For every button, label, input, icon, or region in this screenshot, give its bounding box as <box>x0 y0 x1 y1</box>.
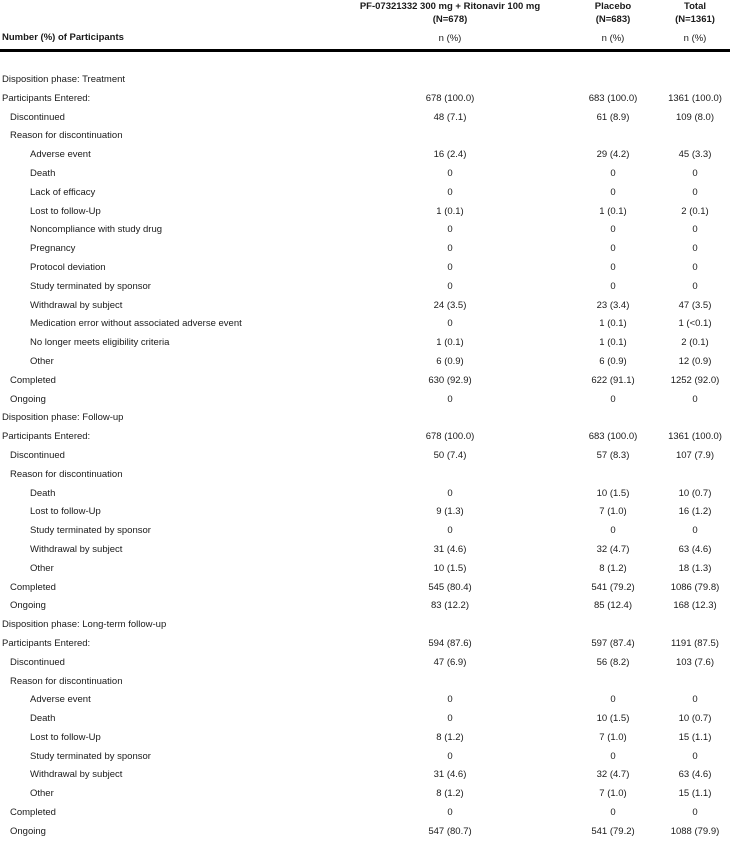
table-row <box>0 579 730 598</box>
header-col-total-name: Total <box>684 1 706 12</box>
table-row <box>0 203 730 222</box>
placebo-value: 1 (0.1) <box>599 318 627 330</box>
placebo-value: 0 <box>610 807 616 819</box>
table-row <box>0 503 730 522</box>
treatment-value: 0 <box>447 280 453 292</box>
placebo-value: 1 (0.1) <box>599 205 627 217</box>
placebo-value: 0 <box>610 750 616 762</box>
row-label: Other <box>30 355 54 367</box>
placebo-value: 85 (12.4) <box>593 600 633 612</box>
table-row <box>0 654 730 673</box>
table-row <box>0 259 730 278</box>
table-header <box>0 0 730 52</box>
row-label: Lost to follow-Up <box>30 506 101 518</box>
placebo-value: 0 <box>610 167 616 179</box>
row-label: Disposition phase: Long-term follow-up <box>2 619 167 631</box>
placebo-value: 0 <box>610 525 616 537</box>
row-label: Other <box>30 562 54 574</box>
row-label: Withdrawal by subject <box>30 543 123 555</box>
header-col-treatment-npct: n (%) <box>438 33 462 44</box>
total-value: 109 (8.0) <box>675 111 715 123</box>
placebo-value: 597 (87.4) <box>591 637 635 649</box>
placebo-value: 0 <box>610 243 616 255</box>
total-value: 0 <box>692 750 698 762</box>
treatment-value: 0 <box>447 807 453 819</box>
table-row <box>0 315 730 334</box>
row-label: Noncompliance with study drug <box>30 224 163 236</box>
table-row <box>0 729 730 748</box>
table-row <box>0 353 730 372</box>
treatment-value: 678 (100.0) <box>425 92 475 104</box>
total-value: 0 <box>692 694 698 706</box>
table-row <box>0 90 730 109</box>
row-label: Completed <box>10 581 56 593</box>
row-label: Discontinued <box>10 111 65 123</box>
placebo-value: 622 (91.1) <box>591 374 635 386</box>
table-row <box>0 409 730 428</box>
placebo-value: 7 (1.0) <box>599 731 627 743</box>
treatment-value: 0 <box>447 261 453 273</box>
placebo-value: 541 (79.2) <box>591 825 635 837</box>
placebo-value: 23 (3.4) <box>596 299 630 311</box>
treatment-value: 0 <box>447 750 453 762</box>
treatment-value: 24 (3.5) <box>433 299 467 311</box>
total-value: 1086 (79.8) <box>670 581 720 593</box>
table-row <box>0 635 730 654</box>
row-label: Other <box>30 788 54 800</box>
table-row <box>0 447 730 466</box>
total-value: 0 <box>692 261 698 273</box>
row-label: Participants Entered: <box>2 637 91 649</box>
treatment-value: 16 (2.4) <box>433 149 467 161</box>
header-col-treatment-n: (N=678) <box>432 14 468 25</box>
table-row <box>0 597 730 616</box>
placebo-value: 0 <box>610 393 616 405</box>
table-row <box>0 616 730 635</box>
placebo-value: 10 (1.5) <box>596 713 630 725</box>
total-value: 103 (7.6) <box>675 656 715 668</box>
placebo-value: 7 (1.0) <box>599 788 627 800</box>
treatment-value: 0 <box>447 694 453 706</box>
row-label: Discontinued <box>10 656 65 668</box>
row-label: Ongoing <box>10 825 46 837</box>
table-row <box>0 184 730 203</box>
total-value: 0 <box>692 167 698 179</box>
total-value: 47 (3.5) <box>678 299 712 311</box>
treatment-value: 678 (100.0) <box>425 431 475 443</box>
treatment-value: 0 <box>447 713 453 725</box>
treatment-value: 6 (0.9) <box>436 355 464 367</box>
total-value: 168 (12.3) <box>673 600 717 612</box>
total-value: 10 (0.7) <box>678 713 712 725</box>
total-value: 1252 (92.0) <box>670 374 720 386</box>
table-row <box>0 823 730 842</box>
row-label: Withdrawal by subject <box>30 769 123 781</box>
total-value: 2 (0.1) <box>681 205 709 217</box>
treatment-value: 31 (4.6) <box>433 769 467 781</box>
table-row <box>0 127 730 146</box>
row-label: Death <box>30 487 56 499</box>
table-row <box>0 673 730 692</box>
header-col-placebo-npct: n (%) <box>601 33 625 44</box>
table-row <box>0 560 730 579</box>
placebo-value: 57 (8.3) <box>596 449 630 461</box>
placebo-value: 6 (0.9) <box>599 355 627 367</box>
total-value: 0 <box>692 243 698 255</box>
table-row <box>0 221 730 240</box>
total-value: 1191 (87.5) <box>671 637 719 649</box>
row-label: Adverse event <box>30 694 91 706</box>
header-divider <box>0 49 730 52</box>
row-label: Participants Entered: <box>2 92 91 104</box>
row-label: Death <box>30 713 56 725</box>
treatment-value: 10 (1.5) <box>433 562 467 574</box>
treatment-value: 47 (6.9) <box>433 656 467 668</box>
treatment-value: 1 (0.1) <box>436 205 464 217</box>
total-value: 16 (1.2) <box>678 506 712 518</box>
row-label: Reason for discontinuation <box>10 130 123 142</box>
table-row <box>0 466 730 485</box>
treatment-value: 31 (4.6) <box>433 543 467 555</box>
row-label: Study terminated by sponsor <box>30 525 151 537</box>
header-col-treatment-name: PF-07321332 300 mg + Ritonavir 100 mg <box>359 1 541 12</box>
placebo-value: 56 (8.2) <box>596 656 630 668</box>
placebo-value: 10 (1.5) <box>596 487 630 499</box>
treatment-value: 0 <box>447 525 453 537</box>
table-row <box>0 297 730 316</box>
placebo-value: 7 (1.0) <box>599 506 627 518</box>
row-label: Study terminated by sponsor <box>30 280 151 292</box>
placebo-value: 0 <box>610 224 616 236</box>
header-col-total <box>660 0 730 44</box>
table-row <box>0 804 730 823</box>
table-row <box>0 485 730 504</box>
treatment-value: 8 (1.2) <box>436 731 464 743</box>
header-col-total-n: (N=1361) <box>675 14 715 25</box>
row-label: No longer meets eligibility criteria <box>30 337 170 349</box>
row-label: Reason for discontinuation <box>10 675 123 687</box>
total-value: 1 (<0.1) <box>678 318 712 330</box>
treatment-value: 50 (7.4) <box>433 449 467 461</box>
placebo-value: 32 (4.7) <box>596 543 630 555</box>
row-label: Discontinued <box>10 449 65 461</box>
table-row <box>0 710 730 729</box>
table-row <box>0 541 730 560</box>
placebo-value: 0 <box>610 280 616 292</box>
placebo-value: 29 (4.2) <box>596 149 630 161</box>
row-label: Death <box>30 167 56 179</box>
total-value: 0 <box>692 280 698 292</box>
placebo-value: 683 (100.0) <box>588 431 638 443</box>
table-row <box>0 109 730 128</box>
table-row <box>0 165 730 184</box>
treatment-value: 0 <box>447 318 453 330</box>
placebo-value: 61 (8.9) <box>596 111 630 123</box>
table-row <box>0 691 730 710</box>
header-col-placebo-n: (N=683) <box>595 14 631 25</box>
total-value: 1361 (100.0) <box>668 92 722 104</box>
table-row <box>0 240 730 259</box>
treatment-value: 0 <box>447 487 453 499</box>
treatment-value: 545 (80.4) <box>428 581 472 593</box>
treatment-value: 8 (1.2) <box>436 788 464 800</box>
table-row <box>0 278 730 297</box>
placebo-value: 32 (4.7) <box>596 769 630 781</box>
row-label: Adverse event <box>30 149 91 161</box>
treatment-value: 1 (0.1) <box>436 337 464 349</box>
placebo-value: 8 (1.2) <box>599 562 627 574</box>
total-value: 10 (0.7) <box>678 487 712 499</box>
total-value: 63 (4.6) <box>678 769 712 781</box>
total-value: 0 <box>692 525 698 537</box>
row-label: Lost to follow-Up <box>30 205 101 217</box>
total-value: 107 (7.9) <box>675 449 715 461</box>
total-value: 15 (1.1) <box>678 731 712 743</box>
header-row-label: Number (%) of Participants <box>2 32 124 43</box>
treatment-value: 0 <box>447 224 453 236</box>
treatment-value: 83 (12.2) <box>430 600 470 612</box>
table-row <box>0 71 730 90</box>
total-value: 15 (1.1) <box>678 788 712 800</box>
table-row <box>0 522 730 541</box>
row-label: Pregnancy <box>30 243 76 255</box>
table-row <box>0 334 730 353</box>
treatment-value: 48 (7.1) <box>433 111 467 123</box>
treatment-value: 547 (80.7) <box>428 825 472 837</box>
header-col-placebo-name: Placebo <box>594 1 632 12</box>
header-col-treatment <box>355 0 545 44</box>
row-label: Reason for discontinuation <box>10 468 123 480</box>
placebo-value: 541 (79.2) <box>591 581 635 593</box>
placebo-value: 0 <box>610 694 616 706</box>
table-row <box>0 372 730 391</box>
row-label: Disposition phase: Treatment <box>2 74 126 85</box>
treatment-value: 0 <box>447 186 453 198</box>
placebo-value: 1 (0.1) <box>599 337 627 349</box>
total-value: 0 <box>692 186 698 198</box>
row-label: Ongoing <box>10 600 46 612</box>
row-label: Medication error without associated adverse event <box>30 318 242 330</box>
total-value: 18 (1.3) <box>678 562 712 574</box>
treatment-value: 0 <box>447 393 453 405</box>
treatment-value: 0 <box>447 243 453 255</box>
treatment-value: 630 (92.9) <box>428 374 472 386</box>
header-col-placebo <box>573 0 653 44</box>
total-value: 0 <box>692 224 698 236</box>
treatment-value: 0 <box>447 167 453 179</box>
total-value: 0 <box>692 807 698 819</box>
table-body <box>0 71 730 842</box>
table-row <box>0 146 730 165</box>
row-label: Withdrawal by subject <box>30 299 123 311</box>
row-label: Completed <box>10 807 56 819</box>
placebo-value: 683 (100.0) <box>588 92 638 104</box>
table-row <box>0 391 730 410</box>
table-row <box>0 428 730 447</box>
placebo-value: 0 <box>610 186 616 198</box>
table-row <box>0 785 730 804</box>
row-label: Ongoing <box>10 393 46 405</box>
row-label: Lack of efficacy <box>30 186 96 198</box>
table-row <box>0 766 730 785</box>
row-label: Protocol deviation <box>30 261 106 273</box>
total-value: 12 (0.9) <box>678 355 712 367</box>
row-label: Completed <box>10 374 56 386</box>
total-value: 1088 (79.9) <box>670 825 720 837</box>
treatment-value: 9 (1.3) <box>436 506 464 518</box>
placebo-value: 0 <box>610 261 616 273</box>
total-value: 1361 (100.0) <box>668 431 722 443</box>
row-label: Lost to follow-Up <box>30 731 101 743</box>
total-value: 63 (4.6) <box>678 543 712 555</box>
total-value: 0 <box>692 393 698 405</box>
treatment-value: 594 (87.6) <box>428 637 472 649</box>
table-row <box>0 748 730 767</box>
row-label: Participants Entered: <box>2 431 91 443</box>
total-value: 45 (3.3) <box>678 149 712 161</box>
row-label: Disposition phase: Follow-up <box>2 412 124 424</box>
row-label: Study terminated by sponsor <box>30 750 151 762</box>
total-value: 2 (0.1) <box>681 337 709 349</box>
header-col-total-npct: n (%) <box>683 33 707 44</box>
